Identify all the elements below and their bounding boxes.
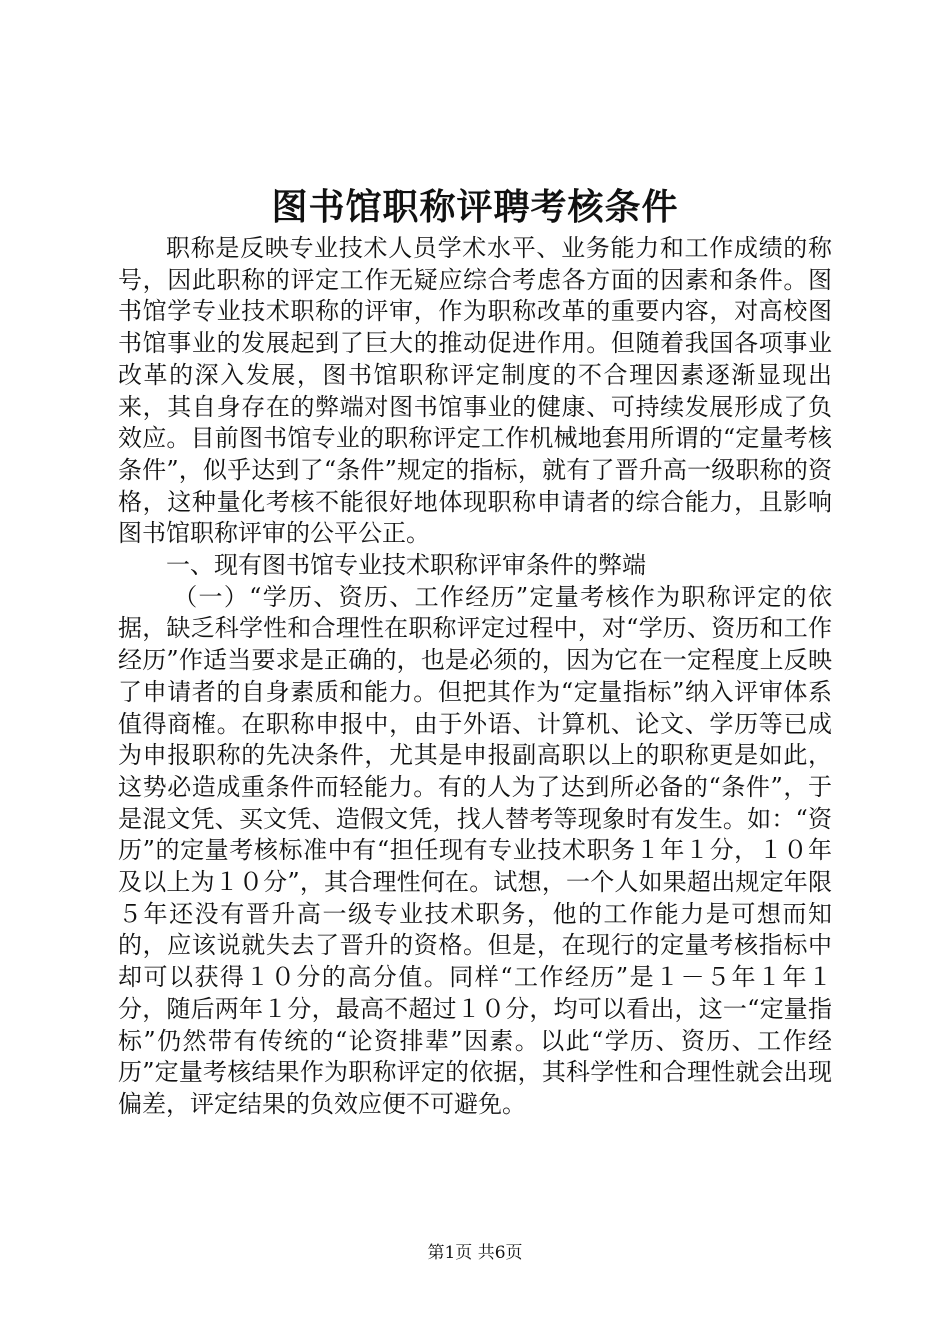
document-title: 图书馆职称评聘考核条件 (271, 187, 679, 228)
page-number-footer: 第1页 共6页 (427, 1243, 523, 1263)
subsection-paragraph: （一）“学历、资历、工作经历”定量考核作为职称评定的依据，缺乏科学性和合理性在职称评定过程中，对“学历、资历和工作经历”作适当要求是正确的，也是必须的，因为它在一定程度上反映了申请者的自身素质和能力。但把其作为“定量指标”纳入评审体系值得商榷。在职称申报中，由于外语、计算机、论文、学历等已成为申报职称的先决条件，尤其是申报副高职以上的职称更是如此，这势必造成重条件而轻能力。有的人为了达到所必备的“条件”，于是混文凭、买文凭、造假文凭，找人替考等现象时有发生。如：“资历”的定量考核标准中有“担任现有专业技术职务１年１分，１０年及以上为１０分”，其合理性何在。试想，一个人如果超出规定年限５年还没有晋升高一级专业技术职务，他的工作能力是可想而知的，应该说就失去了晋升的资格。但是，在现行的定量考核指标中却可以获得１０分的高分值。同样“工作经历”是１－５年１年１分，随后两年１分，最高不超过１０分，均可以看出，这一“定量指标”仍然带有传统的“论资排辈”因素。以此“学历、资历、工作经历”定量考核结果作为职称评定的依据，其科学性和合理性就会出现偏差，评定结果的负效应便不可避免。 (118, 582, 832, 1118)
intro-paragraph: 职称是反映专业技术人员学术水平、业务能力和工作成绩的称号，因此职称的评定工作无疑应综合考虑各方面的因素和条件。图书馆学专业技术职称的评审，作为职称改革的重要内容，对高校图书馆事业的发展起到了巨大的推动促进作用。但随着我国各项事业改革的深入发展，图书馆职称评定制度的不合理因素逐渐显现出来，其自身存在的弊端对图书馆事业的健康、可持续发展形成了负效应。目前图书馆专业的职称评定工作机械地套用所谓的“定量考核条件”，似乎达到了“条件”规定的指标，就有了晋升高一级职称的资格，这种量化考核不能很好地体现职称申请者的综合能力，且影响图书馆职称评审的公平公正。 (118, 234, 832, 548)
section-heading: 一、现有图书馆专业技术职称评审条件的弊端 (166, 551, 646, 580)
document-body (118, 233, 832, 1121)
